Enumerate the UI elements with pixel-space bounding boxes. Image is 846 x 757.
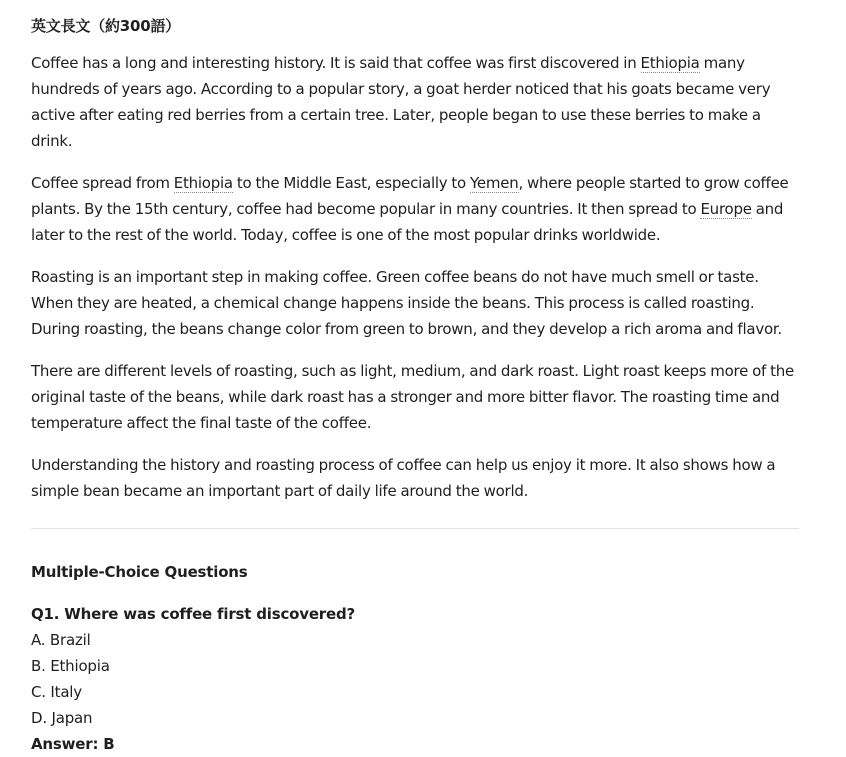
paragraph-3: Roasting is an important step in making coffee. Green coffee beans do not have much smell or taste. When they are heated, a chemical change happens inside the beans. This process is called roasting. During roasting, the beans change color from green to brown, and they develop a rich aroma and flavor. [31, 268, 782, 338]
text-span: Coffee has a long and interesting history. It is said that coffee was first discovered in [31, 54, 641, 72]
text-span: many hundreds of years ago. According to a popular story, a goat herder noticed that his goats became very active after eating red berries from a certain tree. Later, people began to use these berries to make a drink. [31, 54, 771, 150]
paragraph-4: There are different levels of roasting, such as light, medium, and dark roast. Light roast keeps more of the original taste of the beans, while dark roast has a stronger and more bitter flavor. The roasting time and temperature affect the final taste of the coffee. [31, 362, 794, 432]
section-divider [31, 528, 799, 529]
option-c: C. Italy [31, 683, 82, 701]
term-ethiopia[interactable]: Ethiopia [173, 174, 233, 192]
page-title: 英文長文（約300語） [31, 17, 181, 35]
text-span: Coffee spread from [31, 174, 174, 192]
option-d: D. Japan [31, 709, 93, 727]
paragraph-2 [31, 170, 799, 248]
term-ethiopia[interactable]: Ethiopia [640, 54, 700, 72]
question-text: Q1. Where was coffee first discovered? [31, 605, 355, 623]
text-span: , where people started to grow coffee plants. By the 15th century, coffee had become popular in many countries. It then spread to [31, 174, 789, 218]
questions-title: Multiple-Choice Questions [31, 563, 248, 581]
option-a: A. Brazil [31, 631, 91, 649]
option-b: B. Ethiopia [31, 657, 110, 675]
paragraph-1 [31, 50, 799, 154]
text-span: to the Middle East, especially to [232, 174, 470, 192]
term-yemen[interactable]: Yemen [470, 174, 519, 192]
text-span: and later to the rest of the world. Today, coffee is one of the most popular drinks worldwide. [31, 200, 784, 244]
paragraph-5: Understanding the history and roasting process of coffee can help us enjoy it more. It also shows how a simple bean became an important part of daily life around the world. [31, 456, 776, 500]
question-1 [31, 601, 799, 757]
term-europe[interactable]: Europe [700, 200, 752, 218]
answer: Answer: B [31, 735, 115, 753]
